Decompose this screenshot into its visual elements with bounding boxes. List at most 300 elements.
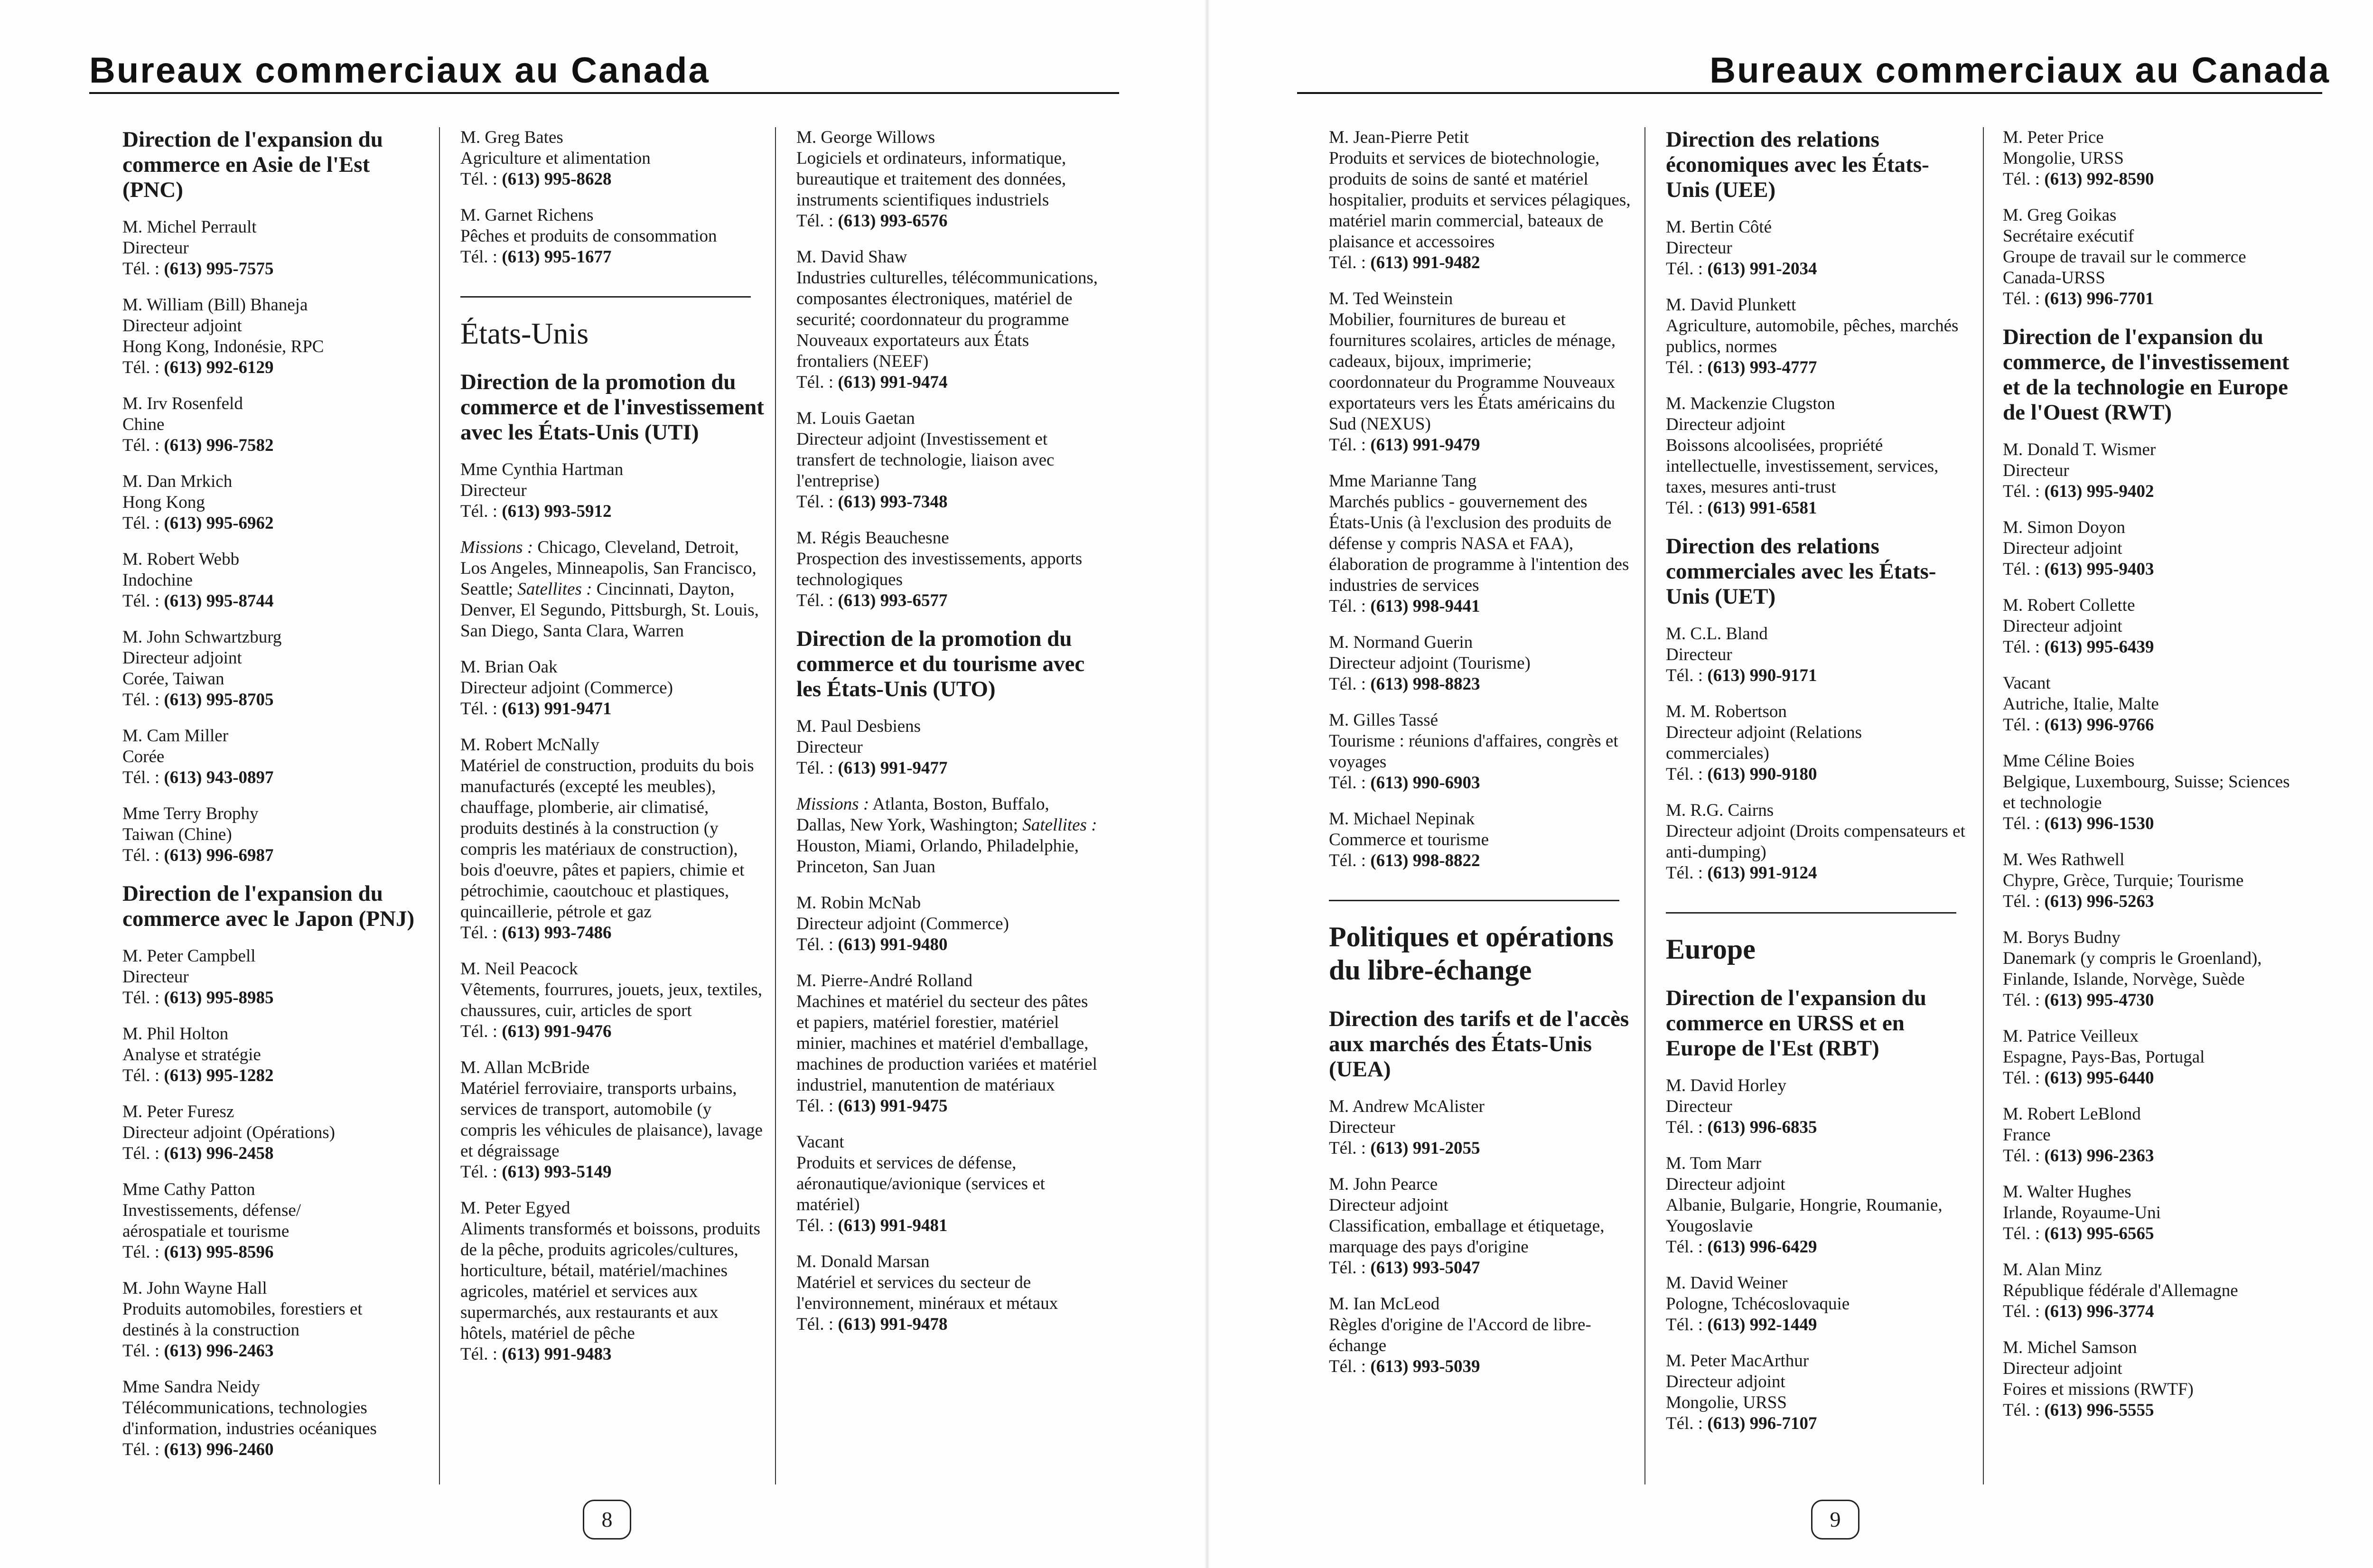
- contact-entry: [460, 735, 764, 943]
- phone-number: (613) 991-9481: [838, 1216, 948, 1235]
- contact-entry: [2003, 751, 2307, 834]
- contact-detail: Directeur: [122, 967, 189, 987]
- phone-label: Tél. :: [2003, 715, 2040, 735]
- phone-line: [460, 501, 764, 522]
- contact-detail: Agriculture, automobile, pêches, marchés publics, normes: [1666, 316, 1959, 356]
- contact-name: M. Greg Bates: [460, 128, 563, 147]
- contact-detail: destinés à la construction: [122, 1320, 299, 1340]
- contact-detail: France: [2003, 1125, 2051, 1145]
- phone-line: [1329, 1258, 1633, 1279]
- contact-entry: [2003, 595, 2307, 658]
- column-separator: [1983, 127, 1984, 1484]
- phone-label: Tél. :: [2003, 1302, 2040, 1321]
- contact-entry: [1666, 217, 1970, 280]
- phone-number: (613) 991-2034: [1707, 259, 1817, 279]
- phone-number: (613) 996-3774: [2044, 1302, 2154, 1321]
- phone-label: Tél. :: [2003, 1224, 2040, 1243]
- contact-name: M. Robert LeBlond: [2003, 1104, 2141, 1124]
- phone-line: [1666, 764, 1970, 785]
- phone-line: [796, 1096, 1100, 1117]
- contact-name: M. Robert Collette: [2003, 596, 2135, 615]
- phone-line: [1666, 665, 1970, 686]
- contact-entry: [122, 726, 426, 788]
- phone-number: (613) 995-7575: [164, 259, 274, 279]
- contact-detail: Directeur: [460, 481, 527, 500]
- phone-number: (613) 998-8822: [1370, 851, 1480, 870]
- phone-label: Tél. :: [460, 1022, 498, 1041]
- contact-detail: Directeur adjoint (Opérations): [122, 1123, 335, 1142]
- phone-line: [2003, 289, 2307, 309]
- phone-number: (613) 993-5912: [502, 502, 612, 521]
- contact-detail: Matériel de construction, produits du bois manufacturés (excepté les meubles), chauffage, plomberie, air climatisé, produits destinés à la construction (y compris les matériaux de construction), bois d'oeuvre, pâtes et papiers, chimie et pétrochimie, caoutchouc et plastiques, quincaillerie, pétrole et gaz: [460, 756, 754, 922]
- contact-entry: [1666, 800, 1970, 884]
- phone-line: [122, 1065, 426, 1086]
- satellites-label: Satellites :: [513, 579, 592, 599]
- contact-entry: [1329, 1096, 1633, 1159]
- contact-entry: [122, 471, 426, 534]
- phone-number: (613) 991-9477: [838, 758, 948, 778]
- contact-entry: [122, 1377, 426, 1460]
- contact-detail: Pologne, Tchécoslovaquie: [1666, 1294, 1850, 1314]
- phone-label: Tél. :: [1666, 1118, 1703, 1137]
- phone-label: Tél. :: [2003, 169, 2040, 189]
- phone-line: [2003, 1301, 2307, 1322]
- contact-detail: Hong Kong, Indonésie, RPC: [122, 337, 324, 356]
- phone-label: Tél. :: [1666, 1414, 1703, 1433]
- phone-number: (613) 996-2460: [164, 1440, 274, 1459]
- contact-entry: [1666, 1351, 1970, 1434]
- contact-entry: [796, 247, 1100, 393]
- contact-name: M. Neil Peacock: [460, 959, 578, 979]
- contact-detail: Directeur: [1666, 1097, 1732, 1116]
- region-heading: Europe: [1666, 933, 1756, 965]
- phone-line: [2003, 1146, 2307, 1167]
- phone-number: (613) 992-1449: [1707, 1315, 1817, 1335]
- phone-number: (613) 993-7486: [502, 923, 612, 943]
- contact-entry: [122, 946, 426, 1008]
- phone-line: [122, 591, 426, 612]
- header-rule: [89, 92, 1119, 94]
- phone-line: [122, 259, 426, 280]
- column: [796, 127, 1100, 1350]
- contact-name: M. John Wayne Hall: [122, 1279, 267, 1298]
- contact-name: M. Wes Rathwell: [2003, 850, 2125, 869]
- contact-name: M. Robin McNab: [796, 893, 921, 913]
- phone-number: (613) 996-1530: [2044, 814, 2154, 833]
- phone-number: (613) 943-0897: [164, 768, 274, 787]
- contact-detail: Belgique, Luxembourg, Suisse; Sciences et technologie: [2003, 772, 2290, 812]
- phone-number: (613) 991-9475: [838, 1096, 948, 1116]
- contact-detail: Commerce et tourisme: [1329, 830, 1489, 849]
- column: [1329, 127, 1633, 1392]
- missions-note: [796, 794, 1100, 877]
- contact-detail: Directeur adjoint: [2003, 1359, 2122, 1378]
- contact-name: Mme Cathy Patton: [122, 1180, 255, 1199]
- contact-detail: Hong Kong: [122, 493, 205, 512]
- contact-name: M. M. Robertson: [1666, 702, 1787, 721]
- contact-name: M. Allan McBride: [460, 1058, 590, 1077]
- contact-entry: [1666, 1153, 1970, 1258]
- phone-line: [796, 372, 1100, 393]
- contact-name: M. Phil Holton: [122, 1024, 229, 1044]
- contact-detail: Mongolie, URSS: [1666, 1393, 1787, 1412]
- phone-number: (613) 995-9402: [2044, 482, 2154, 501]
- contact-name: M. Peter MacArthur: [1666, 1351, 1809, 1371]
- column-separator: [775, 127, 776, 1484]
- contact-detail: Matériel ferroviaire, transports urbains, services de transport, automobile (y compris les véhicules de plaisance), lavage et dégraissage: [460, 1079, 763, 1161]
- phone-number: (613) 996-2458: [164, 1144, 274, 1163]
- contact-entry: [460, 1198, 764, 1365]
- contact-entry: [460, 205, 764, 268]
- phone-label: Tél. :: [122, 436, 160, 455]
- phone-number: (613) 993-7348: [838, 492, 948, 512]
- phone-number: (613) 995-8596: [164, 1242, 274, 1262]
- phone-number: (613) 993-4777: [1707, 358, 1817, 377]
- phone-line: [1329, 596, 1633, 617]
- phone-label: Tél. :: [1329, 674, 1366, 694]
- contact-name: M. Garnet Richens: [460, 205, 594, 225]
- phone-line: [122, 1242, 426, 1263]
- phone-label: Tél. :: [122, 259, 160, 279]
- phone-line: [1666, 1237, 1970, 1258]
- phone-line: [122, 690, 426, 710]
- phone-line: [1329, 773, 1633, 793]
- contact-entry: [460, 127, 764, 190]
- phone-label: Tél. :: [1329, 253, 1366, 272]
- region-block: [460, 296, 764, 351]
- phone-label: Tél. :: [460, 923, 498, 943]
- phone-line: [2003, 169, 2307, 190]
- contact-entry: [122, 1101, 426, 1164]
- phone-line: [1329, 850, 1633, 871]
- region-heading: États-Unis: [460, 317, 589, 350]
- contact-entry: [796, 971, 1100, 1117]
- phone-label: Tél. :: [460, 1344, 498, 1364]
- region-heading: Politiques et opérations du libre-échange: [1329, 921, 1614, 986]
- phone-label: Tél. :: [796, 591, 834, 610]
- contact-detail: Analyse et stratégie: [122, 1045, 261, 1064]
- contact-name: M. John Schwartzburg: [122, 627, 282, 647]
- phone-line: [122, 513, 426, 534]
- contact-detail: Tourisme : réunions d'affaires, congrès et voyages: [1329, 731, 1618, 772]
- phone-label: Tél. :: [122, 846, 160, 865]
- section-heading: Direction des tarifs et de l'accès aux marchés des États-Unis (UEA): [1329, 1007, 1629, 1082]
- section-heading: Direction de l'expansion du commerce en Asie de l'Est (PNC): [122, 127, 383, 202]
- phone-label: Tél. :: [1329, 1139, 1366, 1158]
- contact-name: Mme Sandra Neidy: [122, 1377, 260, 1397]
- phone-label: Tél. :: [122, 768, 160, 787]
- phone-number: (613) 995-6962: [164, 513, 274, 533]
- phone-line: [460, 169, 764, 190]
- contact-entry: [1666, 393, 1970, 519]
- contact-detail: Aliments transformés et boissons, produits de la pêche, produits agricoles/cultures, horticulture, bétail, matériel/machines agricoles, matériel et services aux supermarchés, aux restaurants et aux hôtels, matériel de pêche: [460, 1219, 761, 1343]
- region-rule: [1666, 912, 1956, 914]
- phone-line: [460, 699, 764, 719]
- phone-label: Tél. :: [1329, 773, 1366, 793]
- contact-name: M. Ted Weinstein: [1329, 289, 1453, 308]
- contact-name: M. David Plunkett: [1666, 295, 1796, 315]
- page-number: 8: [583, 1500, 631, 1540]
- contact-entry: [2003, 927, 2307, 1011]
- contact-name: M. George Willows: [796, 128, 935, 147]
- contact-name: Mme Céline Boies: [2003, 751, 2135, 771]
- contact-entry: [1666, 1273, 1970, 1335]
- phone-label: Tél. :: [460, 169, 498, 189]
- phone-label: Tél. :: [2003, 1400, 2040, 1420]
- contact-name: M. John Pearce: [1329, 1175, 1438, 1194]
- contact-entry: [796, 716, 1100, 779]
- contact-detail: Directeur: [1666, 645, 1732, 664]
- contact-name: M. Irv Rosenfeld: [122, 394, 243, 413]
- contact-name: M. Michel Samson: [2003, 1338, 2137, 1357]
- contact-detail: Danemark (y compris le Groenland), Finlande, Islande, Norvège, Suède: [2003, 949, 2262, 989]
- contact-detail: République fédérale d'Allemagne: [2003, 1281, 2238, 1300]
- phone-number: (613) 995-8744: [164, 591, 274, 611]
- contact-detail: Prospection des investissements, apports technologiques: [796, 549, 1083, 589]
- satellites-cities: Houston, Miami, Orlando, Philadelphie, Princeton, San Juan: [796, 836, 1079, 877]
- contact-detail: d'information, industries océaniques: [122, 1419, 377, 1438]
- contact-detail: Chypre, Grèce, Turquie; Tourisme: [2003, 871, 2244, 890]
- phone-line: [796, 1314, 1100, 1335]
- contact-detail: Directeur adjoint (Tourisme): [1329, 653, 1531, 673]
- contact-name: M. Bertin Côté: [1666, 217, 1772, 237]
- contact-detail: Directeur: [1666, 238, 1732, 258]
- contact-name: M. Donald T. Wismer: [2003, 440, 2156, 459]
- phone-number: (613) 995-4730: [2044, 990, 2154, 1010]
- phone-label: Tél. :: [1666, 259, 1703, 279]
- phone-label: Tél. :: [2003, 289, 2040, 308]
- contact-entry: [1666, 624, 1970, 686]
- phone-number: (613) 996-6835: [1707, 1118, 1817, 1137]
- contact-name: M. Borys Budny: [2003, 928, 2121, 947]
- phone-number: (613) 991-2055: [1370, 1139, 1480, 1158]
- phone-line: [1666, 1117, 1970, 1138]
- contact-entry: [1329, 710, 1633, 793]
- column: [460, 127, 764, 1380]
- phone-label: Tél. :: [122, 1440, 160, 1459]
- satellites-label: Satellites :: [1018, 815, 1097, 835]
- contact-entry: [1329, 1294, 1633, 1377]
- right-page: [1209, 0, 2373, 1568]
- contact-entry: [796, 127, 1100, 232]
- phone-line: [122, 435, 426, 456]
- contact-detail: Directeur adjoint (Investissement et transfert de technologie, liaison avec l'entreprise): [796, 429, 1055, 491]
- phone-label: Tél. :: [122, 690, 160, 709]
- phone-line: [122, 1439, 426, 1460]
- phone-line: [122, 767, 426, 788]
- phone-line: [796, 211, 1100, 232]
- phone-line: [796, 758, 1100, 779]
- region-rule: [1329, 900, 1619, 901]
- contact-detail: Directeur adjoint: [122, 648, 242, 668]
- phone-label: Tél. :: [1329, 1357, 1366, 1376]
- phone-number: (613) 992-8590: [2044, 169, 2154, 189]
- contact-name: M. David Shaw: [796, 247, 907, 267]
- phone-number: (613) 992-6129: [164, 358, 274, 377]
- phone-number: (613) 995-6439: [2044, 637, 2154, 657]
- contact-entry: [460, 657, 764, 719]
- contact-name: M. Tom Marr: [1666, 1154, 1762, 1173]
- phone-label: Tél. :: [460, 247, 498, 267]
- section-heading: Direction des relations économiques avec les États-Unis (UEE): [1666, 127, 1929, 202]
- contact-entry: [460, 459, 764, 522]
- phone-line: [1666, 1413, 1970, 1434]
- contact-name: Mme Cynthia Hartman: [460, 460, 624, 479]
- region-block: [1666, 912, 1970, 966]
- phone-number: (613) 995-8628: [502, 169, 612, 189]
- phone-label: Tél. :: [1666, 666, 1703, 685]
- contact-entry: [122, 393, 426, 456]
- contact-entry: [796, 893, 1100, 955]
- phone-number: (613) 996-9766: [2044, 715, 2154, 735]
- contact-entry: [796, 528, 1100, 611]
- contact-detail: Directeur adjoint: [1666, 1175, 1785, 1194]
- phone-line: [2003, 715, 2307, 736]
- contact-name: Vacant: [2003, 673, 2051, 693]
- contact-entry: [1666, 701, 1970, 785]
- phone-label: Tél. :: [2003, 1068, 2040, 1088]
- contact-name: M. Donald Marsan: [796, 1252, 930, 1271]
- phone-number: (613) 998-9441: [1370, 597, 1480, 616]
- contact-entry: [1329, 632, 1633, 695]
- phone-label: Tél. :: [2003, 560, 2040, 579]
- phone-label: Tél. :: [460, 699, 498, 719]
- missions-cities: Atlanta, Boston, Buffalo, Dallas, New York, Washington;: [796, 794, 1049, 835]
- phone-line: [1666, 357, 1970, 378]
- phone-label: Tél. :: [122, 1341, 160, 1361]
- contact-detail: Directeur adjoint (Droits compensateurs et anti-dumping): [1666, 821, 1965, 862]
- contact-entry: [1329, 809, 1633, 871]
- contact-detail: Industries culturelles, télécommunications, composantes électroniques, matériel de securité; coordonnateur du programme Nouveaux exportateurs aux États frontaliers (NEEF): [796, 268, 1098, 371]
- contact-detail: Taiwan (Chine): [122, 825, 232, 844]
- contact-name: M. Mackenzie Clugston: [1666, 394, 1835, 413]
- contact-detail: Directeur adjoint (Commerce): [460, 678, 673, 698]
- phone-number: (613) 995-9403: [2044, 560, 2154, 579]
- phone-number: (613) 991-9479: [1370, 435, 1480, 455]
- contact-detail: Directeur: [122, 238, 189, 258]
- contact-detail: Investissements, défense/: [122, 1201, 301, 1220]
- phone-number: (613) 990-9171: [1707, 666, 1817, 685]
- contact-entry: [2003, 1026, 2307, 1089]
- phone-label: Tél. :: [122, 1066, 160, 1085]
- phone-label: Tél. :: [796, 1315, 834, 1334]
- contact-name: M. David Weiner: [1666, 1273, 1788, 1293]
- phone-line: [796, 492, 1100, 513]
- phone-label: Tél. :: [2003, 1146, 2040, 1166]
- contact-entry: [122, 295, 426, 378]
- contact-detail: Directeur: [1329, 1118, 1395, 1137]
- contact-name: Mme Marianne Tang: [1329, 471, 1477, 491]
- phone-line: [2003, 559, 2307, 580]
- contact-entry: [796, 1251, 1100, 1335]
- contact-detail: Télécommunications, technologies: [122, 1398, 367, 1418]
- contact-entry: [2003, 439, 2307, 502]
- contact-detail: Directeur adjoint: [1666, 415, 1785, 434]
- phone-line: [2003, 1400, 2307, 1421]
- contact-name: M. Andrew McAlister: [1329, 1097, 1485, 1116]
- phone-label: Tél. :: [1329, 851, 1366, 870]
- contact-name: M. Régis Beauchesne: [796, 528, 949, 548]
- phone-line: [122, 1143, 426, 1164]
- contact-detail: Indochine: [122, 570, 193, 590]
- contact-name: M. Peter Campbell: [122, 946, 256, 966]
- phone-label: Tél. :: [2003, 637, 2040, 657]
- contact-detail: Directeur: [2003, 461, 2069, 480]
- phone-line: [460, 923, 764, 943]
- phone-line: [460, 1021, 764, 1042]
- phone-number: (613) 991-9471: [502, 699, 612, 719]
- contact-detail: Corée: [122, 747, 165, 766]
- phone-label: Tél. :: [796, 935, 834, 954]
- phone-label: Tél. :: [122, 591, 160, 611]
- phone-number: (613) 995-1282: [164, 1066, 274, 1085]
- contact-name: M. Robert Webb: [122, 550, 240, 569]
- phone-line: [1666, 863, 1970, 884]
- phone-number: (613) 993-6576: [838, 211, 948, 231]
- contact-detail: Autriche, Italie, Malte: [2003, 694, 2159, 714]
- contact-name: Mme Terry Brophy: [122, 804, 259, 823]
- phone-number: (613) 995-6565: [2044, 1224, 2154, 1243]
- contact-detail: Directeur adjoint: [1666, 1372, 1785, 1391]
- contact-detail: aérospatiale et tourisme: [122, 1222, 290, 1241]
- contact-detail: Corée, Taiwan: [122, 669, 224, 689]
- phone-line: [796, 934, 1100, 955]
- phone-number: (613) 995-8705: [164, 690, 274, 709]
- contact-entry: [2003, 517, 2307, 580]
- contact-name: M. Brian Oak: [460, 657, 558, 677]
- phone-number: (613) 993-6577: [838, 591, 948, 610]
- phone-label: Tél. :: [1666, 498, 1703, 518]
- contact-name: M. Peter Price: [2003, 128, 2104, 147]
- phone-label: Tél. :: [122, 513, 160, 533]
- column: [1666, 127, 1970, 1449]
- contact-entry: [1666, 1075, 1970, 1138]
- phone-number: (613) 991-9474: [838, 373, 948, 392]
- contact-name: M. William (Bill) Bhaneja: [122, 295, 308, 315]
- contact-detail: Directeur adjoint: [2003, 539, 2122, 558]
- contact-entry: [2003, 1337, 2307, 1421]
- phone-line: [1329, 252, 1633, 273]
- missions-note: [460, 537, 764, 642]
- contact-name: M. Walter Hughes: [2003, 1182, 2131, 1202]
- section-heading: Direction de la promotion du commerce et de l'investissement avec les États-Unis (UTI): [460, 370, 764, 445]
- phone-label: Tél. :: [122, 988, 160, 1008]
- contact-detail: Mobilier, fournitures de bureau et fournitures scolaires, articles de ménage, cadeaux, bijoux, imprimerie; coordonnateur du Programme Nouveaux exportateurs vers les États américains du Sud (NEXUS): [1329, 310, 1616, 434]
- contact-detail: Irlande, Royaume-Uni: [2003, 1203, 2161, 1223]
- contact-name: M. Paul Desbiens: [796, 717, 921, 736]
- contact-entry: [122, 1278, 426, 1362]
- phone-line: [1329, 1138, 1633, 1159]
- phone-label: Tél. :: [2003, 990, 2040, 1010]
- phone-line: [2003, 1223, 2307, 1244]
- contact-entry: [122, 549, 426, 612]
- contact-detail: Albanie, Bulgarie, Hongrie, Roumanie, Yougoslavie: [1666, 1195, 1943, 1236]
- section-heading: Direction de l'expansion du commerce en URSS et en Europe de l'Est (RBT): [1666, 986, 1926, 1061]
- phone-label: Tél. :: [796, 211, 834, 231]
- contact-entry: [2003, 1260, 2307, 1322]
- contact-name: M. Pierre-André Rolland: [796, 971, 972, 990]
- contact-entry: [2003, 849, 2307, 912]
- contact-name: M. Simon Doyon: [2003, 518, 2126, 537]
- section-heading: Direction des relations commerciales avec les États-Unis (UET): [1666, 534, 1936, 609]
- contact-name: M. Greg Goikas: [2003, 205, 2117, 225]
- phone-label: Tél. :: [1666, 358, 1703, 377]
- contact-entry: [1329, 1174, 1633, 1279]
- phone-line: [2003, 1068, 2307, 1089]
- phone-number: (613) 998-8823: [1370, 674, 1480, 694]
- phone-label: Tél. :: [2003, 482, 2040, 501]
- section-heading: Direction de l'expansion du commerce avec le Japon (PNJ): [122, 881, 415, 931]
